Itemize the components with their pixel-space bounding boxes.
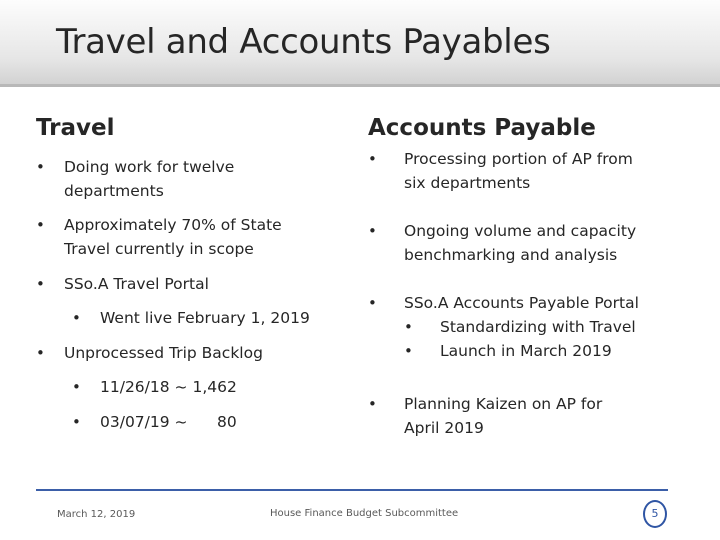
bullet-dot: •: [404, 342, 413, 360]
travel-bullet-backlog: [36, 341, 336, 365]
bullet-dot: •: [36, 344, 45, 362]
travel-subbullet-backlog-mar: [72, 410, 342, 434]
bullet-dot: •: [72, 309, 81, 327]
footer-subcommittee: House Finance Budget Subcommittee: [270, 508, 459, 519]
bullet-text: 80: [217, 413, 237, 431]
page-number-badge: 5: [643, 500, 667, 528]
ap-bullet-kaizen: [368, 392, 698, 440]
bullet-dot: •: [72, 413, 81, 431]
bullet-text: April 2019: [404, 419, 484, 437]
bullet-dot: •: [36, 216, 45, 234]
bullet-text: Went live February 1, 2019: [100, 309, 310, 327]
travel-heading: Travel: [36, 115, 115, 141]
footer-divider: [36, 489, 668, 491]
ap-bullet-benchmarking: [368, 219, 698, 267]
ap-subbullet-standardizing: [404, 315, 704, 339]
slide-title: Travel and Accounts Payables: [56, 22, 551, 62]
bullet-text: SSo.A Accounts Payable Portal: [404, 294, 639, 312]
bullet-text: Travel currently in scope: [64, 240, 254, 258]
ap-bullet-departments: [368, 147, 698, 195]
bullet-text: Standardizing with Travel: [440, 318, 636, 336]
bullet-text: Approximately 70% of State: [64, 216, 282, 234]
bullet-dot: •: [368, 150, 377, 168]
bullet-dot: •: [368, 294, 377, 312]
bullet-text: Unprocessed Trip Backlog: [64, 344, 263, 362]
bullet-text: SSo.A Travel Portal: [64, 275, 209, 293]
title-divider: [0, 84, 720, 87]
bullet-dot: •: [404, 318, 413, 336]
ap-bullet-portal: [368, 291, 698, 315]
bullet-text: Ongoing volume and capacity: [404, 222, 637, 240]
bullet-dot: •: [36, 275, 45, 293]
bullet-text: Doing work for twelve: [64, 158, 235, 176]
travel-subbullet-backlog-nov: [72, 375, 342, 399]
bullet-dot: •: [368, 395, 377, 413]
bullet-dot: •: [72, 378, 81, 396]
bullet-text: Processing portion of AP from: [404, 150, 633, 168]
travel-bullet-portal: [36, 272, 336, 296]
bullet-text: 11/26/18 ~ 1,462: [100, 378, 237, 396]
travel-subbullet-live: [72, 306, 342, 330]
ap-subbullet-launch: [404, 339, 704, 363]
bullet-text: Launch in March 2019: [440, 342, 612, 360]
bullet-text: 03/07/19 ~: [100, 413, 188, 431]
bullet-text: departments: [64, 182, 164, 200]
accounts-payable-heading: Accounts Payable: [368, 115, 596, 141]
footer-date: March 12, 2019: [57, 509, 136, 520]
bullet-text: six departments: [404, 174, 531, 192]
bullet-dot: •: [368, 222, 377, 240]
bullet-dot: •: [36, 158, 45, 176]
bullet-text: benchmarking and analysis: [404, 246, 618, 264]
bullet-text: Planning Kaizen on AP for: [404, 395, 603, 413]
travel-bullet-departments: [36, 155, 336, 203]
travel-bullet-scope: [36, 213, 336, 261]
